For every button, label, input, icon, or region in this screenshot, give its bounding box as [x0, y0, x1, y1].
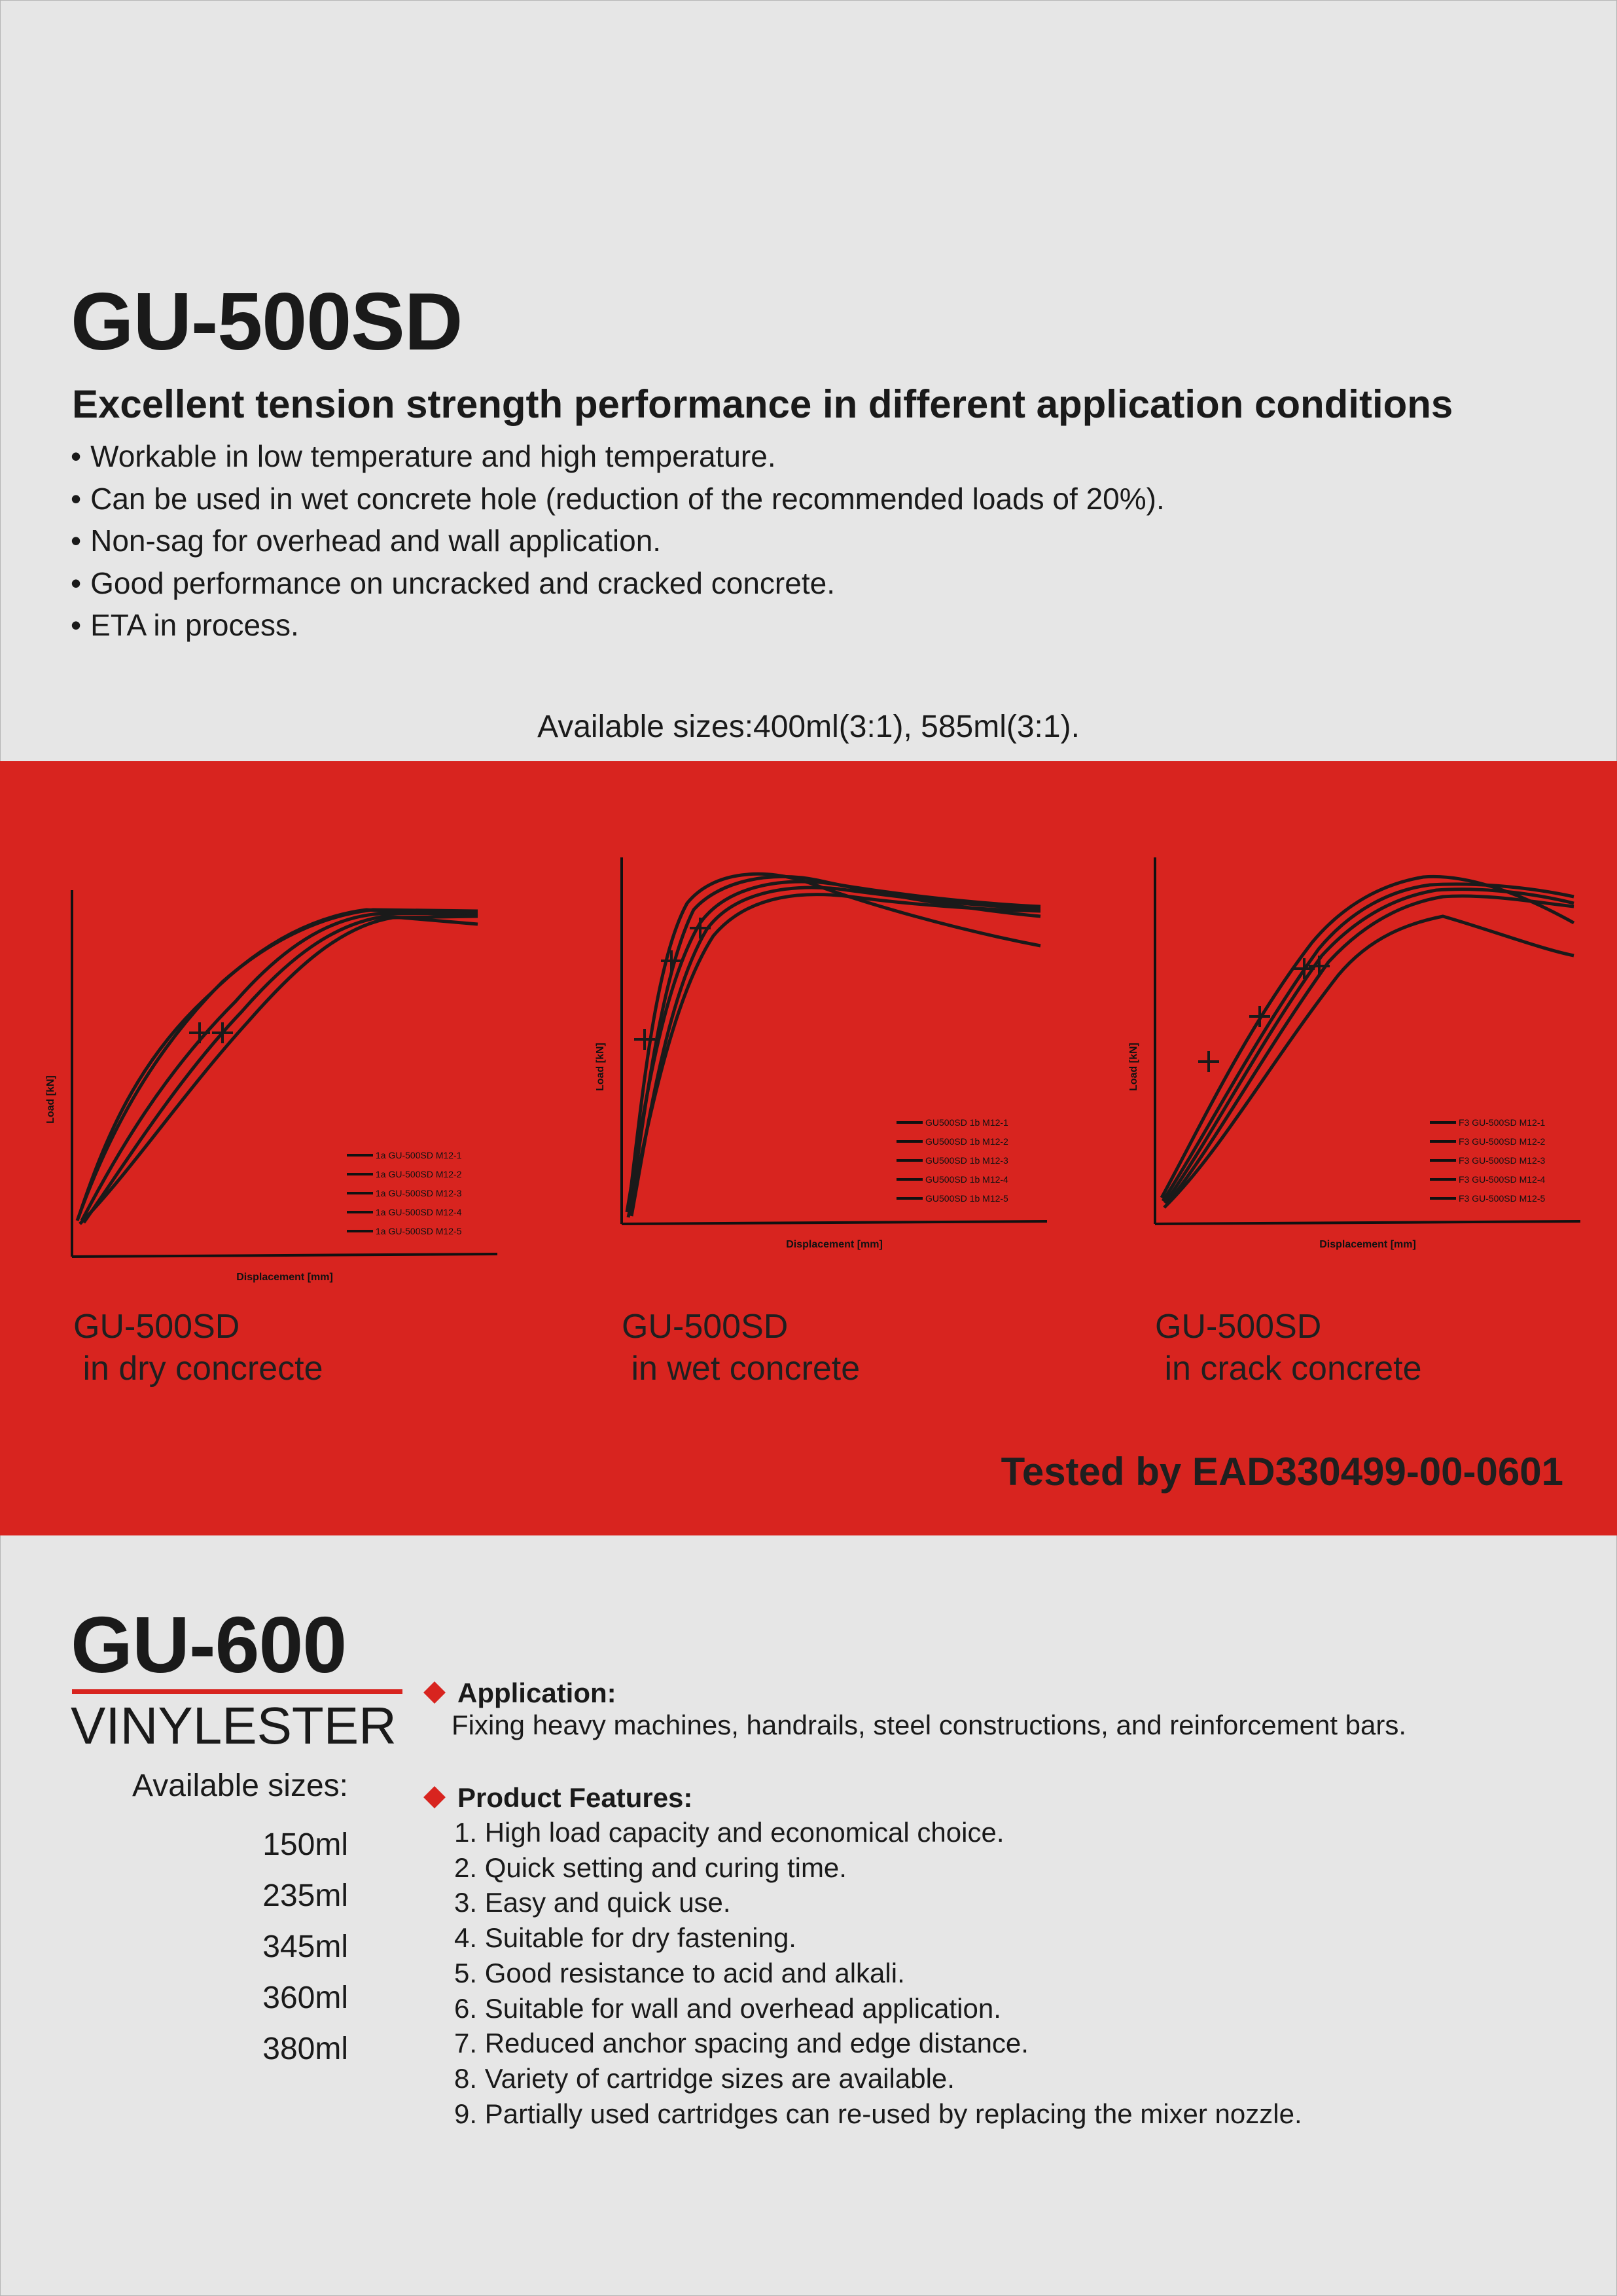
peak-marker-1	[189, 1022, 210, 1043]
bullet-item: • Can be used in wet concrete hole (reduction of the recommended loads of 20%).	[71, 478, 1165, 520]
caption-line: in crack concrete	[1155, 1350, 1422, 1388]
feature-item: 6. Suitable for wall and overhead application.	[454, 1992, 1001, 2024]
caption-line: GU-500SD	[622, 1308, 789, 1346]
legend-entry: F3 GU-500SD M12-4	[1459, 1174, 1546, 1185]
legend-entry: 1a GU-500SD M12-2	[376, 1169, 462, 1179]
legend-entry: GU500SD 1b M12-1	[925, 1117, 1008, 1128]
available-sizes-label: Available sizes:	[132, 1768, 348, 1803]
size-item: 360ml	[262, 1981, 348, 2015]
feature-bullet-list	[71, 435, 1165, 647]
series-line-1	[1162, 876, 1574, 1198]
x-axis	[622, 1221, 1047, 1224]
legend-entry: 1a GU-500SD M12-1	[376, 1150, 462, 1160]
chart-caption-wet	[622, 1306, 860, 1390]
legend-entry: 1a GU-500SD M12-3	[376, 1188, 462, 1198]
x-axis-label: Displacement [mm]	[1319, 1239, 1416, 1250]
size-item: 150ml	[262, 1827, 348, 1862]
legend-entry: F3 GU-500SD M12-1	[1459, 1117, 1546, 1128]
peak-marker-1	[1198, 1051, 1219, 1072]
application-heading: Application:	[457, 1677, 616, 1708]
feature-item: 2. Quick setting and curing time.	[454, 1852, 847, 1883]
legend-entry: 1a GU-500SD M12-4	[376, 1207, 462, 1217]
caption-line: GU-500SD	[73, 1308, 240, 1346]
feature-item: 7. Reduced anchor spacing and edge distance.	[454, 2028, 1029, 2059]
available-sizes-text: Available sizes:400ml(3:1), 585ml(3:1).	[537, 709, 1080, 744]
product-title-2: GU-600	[71, 1600, 347, 1689]
feature-item: 1. High load capacity and economical choice.	[454, 1817, 1004, 1848]
x-axis	[1155, 1221, 1580, 1224]
bullet-item: • Good performance on uncracked and cracked concrete.	[71, 562, 1165, 605]
feature-item: 5. Good resistance to acid and alkali.	[454, 1957, 905, 1988]
y-axis-label: Load [kN]	[1128, 1043, 1139, 1091]
legend-entry: 1a GU-500SD M12-5	[376, 1226, 462, 1236]
caption-line: in wet concrete	[622, 1350, 861, 1388]
application-text: Fixing heavy machines, handrails, steel constructions, and reinforcement bars.	[452, 1710, 1407, 1740]
legend-entry: F3 GU-500SD M12-3	[1459, 1155, 1546, 1166]
tested-by-label: Tested by EAD330499-00-0601	[1001, 1450, 1563, 1494]
feature-item: 8. Variety of cartridge sizes are available.	[454, 2062, 955, 2094]
legend-entry: F3 GU-500SD M12-2	[1459, 1136, 1546, 1147]
series-line-2	[1163, 884, 1574, 1201]
x-axis-label: Displacement [mm]	[236, 1272, 333, 1283]
bullet-item: • Workable in low temperature and high temperature.	[71, 435, 1165, 478]
legend-entry: GU500SD 1b M12-2	[925, 1136, 1008, 1147]
legend-entry: GU500SD 1b M12-3	[925, 1155, 1008, 1166]
caption-line: GU-500SD	[1155, 1308, 1322, 1346]
features-heading: Product Features:	[457, 1782, 693, 1813]
legend-entry: GU500SD 1b M12-5	[925, 1193, 1008, 1204]
curve-group	[627, 874, 1040, 1217]
feature-item: 4. Suitable for dry fastening.	[454, 1922, 796, 1954]
legend-entry: F3 GU-500SD M12-5	[1459, 1193, 1546, 1204]
load-displacement-chart-crack	[1109, 831, 1593, 1263]
chart-caption-crack	[1155, 1306, 1422, 1390]
product-subtitle: Excellent tension strength performance in different application conditions	[72, 382, 1453, 426]
x-axis-label: Displacement [mm]	[786, 1239, 883, 1250]
size-item: 345ml	[262, 1929, 348, 1964]
product-subtitle-2: VINYLESTER	[71, 1696, 397, 1755]
legend-entry: GU500SD 1b M12-4	[925, 1174, 1008, 1185]
load-displacement-chart-dry	[26, 864, 510, 1296]
title-underline	[72, 1689, 402, 1694]
bullet-item: • ETA in process.	[71, 604, 1165, 647]
size-item: 380ml	[262, 2032, 348, 2066]
feature-item: 9. Partially used cartridges can re-used by replacing the mixer nozzle.	[454, 2098, 1302, 2129]
caption-line: in dry concrecte	[73, 1350, 323, 1388]
chart-caption-dry	[73, 1306, 323, 1390]
bullet-item: • Non-sag for overhead and wall application.	[71, 520, 1165, 562]
size-item: 235ml	[262, 1878, 348, 1913]
load-displacement-chart-wet	[576, 831, 1060, 1263]
x-axis	[72, 1254, 497, 1257]
y-axis-label: Load [kN]	[595, 1043, 606, 1091]
product-features-list	[452, 1815, 1302, 2131]
y-axis-label: Load [kN]	[45, 1075, 56, 1124]
product-title: GU-500SD	[71, 277, 463, 367]
size-list	[262, 1820, 348, 2075]
feature-item: 3. Easy and quick use.	[454, 1887, 731, 1918]
